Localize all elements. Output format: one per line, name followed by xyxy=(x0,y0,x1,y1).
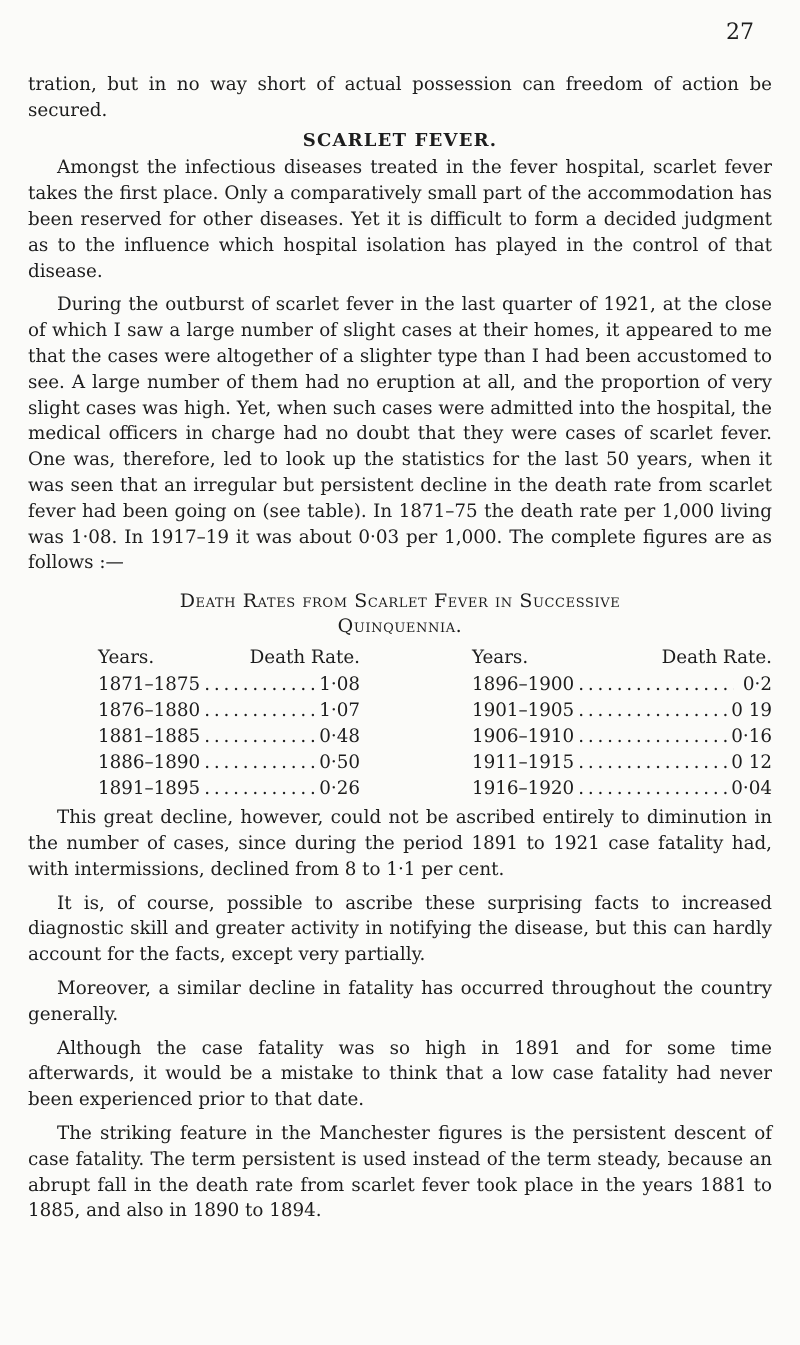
paragraph-5: Moreover, a similar decline in fatality has occurred throughout the country generally. xyxy=(28,977,772,1025)
row-years: 1891–1895 xyxy=(98,778,201,800)
table-row xyxy=(472,750,772,776)
row-years: 1871–1875 xyxy=(98,674,201,696)
table-row xyxy=(98,724,360,750)
leader-dots xyxy=(578,724,727,750)
header-rate-left: Death Rate. xyxy=(249,647,360,669)
header-rate-right: Death Rate. xyxy=(661,647,772,669)
page-content xyxy=(28,72,772,1224)
table-column-right xyxy=(472,645,772,802)
leader-dots xyxy=(204,750,315,776)
leader-dots xyxy=(578,672,734,698)
table-row xyxy=(98,750,360,776)
row-years: 1881–1885 xyxy=(98,726,201,748)
row-years: 1916–1920 xyxy=(472,778,575,800)
section-heading: SCARLET FEVER. xyxy=(302,129,498,151)
row-death-rate: 0·50 xyxy=(319,752,360,774)
table-row xyxy=(472,672,772,698)
table-header-right xyxy=(472,645,772,672)
row-years: 1896–1900 xyxy=(472,674,575,696)
table-row xyxy=(98,672,360,698)
leader-dots xyxy=(204,698,315,724)
row-years: 1911–1915 xyxy=(472,752,575,774)
table-header-left xyxy=(98,645,360,672)
table-title-line-2: Quinquennia. xyxy=(337,615,463,638)
row-death-rate: 0 19 xyxy=(731,700,772,722)
table-row xyxy=(472,698,772,724)
paragraph-3: This great decline, however, could not be ascribed entirely to diminution in the number of cases, since during the period 1891 to 1921 case fatality had, with intermissions, declined from 8 to 1·1 per cent. xyxy=(28,807,772,880)
row-years: 1901–1905 xyxy=(472,700,575,722)
paragraph-1: Amongst the infectious diseases treated in the fever hospital, scarlet fever takes the first place. Only a comparatively small part of the accommodation has been reserved for other diseases. Yet it is difficult to form a decided judgment as to the influence which hospital isolation has played in the control of that disease. xyxy=(28,157,772,282)
death-rates-table xyxy=(28,645,772,805)
leader-dots xyxy=(578,776,727,802)
table-row xyxy=(472,724,772,750)
row-death-rate: 0·04 xyxy=(731,778,772,800)
row-death-rate: 0·2 xyxy=(742,674,772,696)
table-title-line-1: Death Rates from Scarlet Fever in Successive xyxy=(179,590,621,613)
row-years: 1886–1890 xyxy=(98,752,201,774)
row-death-rate: 1·07 xyxy=(319,700,360,722)
header-years-left: Years. xyxy=(98,647,155,669)
paragraph-2: During the outburst of scarlet fever in the last quarter of 1921, at the close of which I saw a large number of slight cases at their homes, it appeared to me that the cases were altogether of a slighter type than I had been accustomed to see. A large number of them had no eruption at all, and the proportion of very slight cases was high. Yet, when such cases were admitted into the hospital, the medical officers in charge had no doubt that they were cases of scarlet fever. One was, therefore, led to look up the statistics for the last 50 years, when it was seen that an irregular but persistent decline in the death rate from scarlet fever had been going on (see table). In 1871–75 the death rate per 1,000 living was 1·08. In 1917–19 it was about 0·03 per 1,000. The complete figures are as follows :— xyxy=(28,294,772,574)
header-years-right: Years. xyxy=(472,647,529,669)
leader-dots xyxy=(204,672,315,698)
row-death-rate: 0 12 xyxy=(731,752,772,774)
paragraph-6: Although the case fatality was so high in 1891 and for some time afterwards, it would be a mistake to think that a low case fatality had never been experienced prior to that date. xyxy=(28,1037,772,1111)
row-death-rate: 0·26 xyxy=(319,778,360,800)
row-years: 1876–1880 xyxy=(98,700,201,722)
row-years: 1906–1910 xyxy=(472,726,575,748)
row-death-rate: 1·08 xyxy=(319,674,360,696)
leader-dots xyxy=(204,724,315,750)
leader-dots xyxy=(578,698,727,724)
paragraph-7: The striking feature in the Manchester figures is the persistent descent of case fatality. The term persistent is used instead of the term steady, because an abrupt fall in the death rate from scarlet fever took place in the years 1881 to 1885, and also in 1890 to 1894. xyxy=(28,1122,772,1222)
table-row xyxy=(98,776,360,802)
paragraph-continuation: tration, but in no way short of actual possession can freedom of action be secured. xyxy=(28,74,772,121)
leader-dots xyxy=(578,750,727,776)
table-title xyxy=(28,589,772,639)
table-row xyxy=(98,698,360,724)
page-number: 27 xyxy=(726,20,754,45)
paragraph-4: It is, of course, possible to ascribe these surprising facts to increased diagnostic skill and greater activity in notifying the disease, but this can hardly account for the facts, except very partially. xyxy=(28,892,772,966)
table-column-left xyxy=(98,645,360,802)
table-row xyxy=(472,776,772,802)
row-death-rate: 0·16 xyxy=(731,726,772,748)
leader-dots xyxy=(204,776,315,802)
row-death-rate: 0·48 xyxy=(319,726,360,748)
